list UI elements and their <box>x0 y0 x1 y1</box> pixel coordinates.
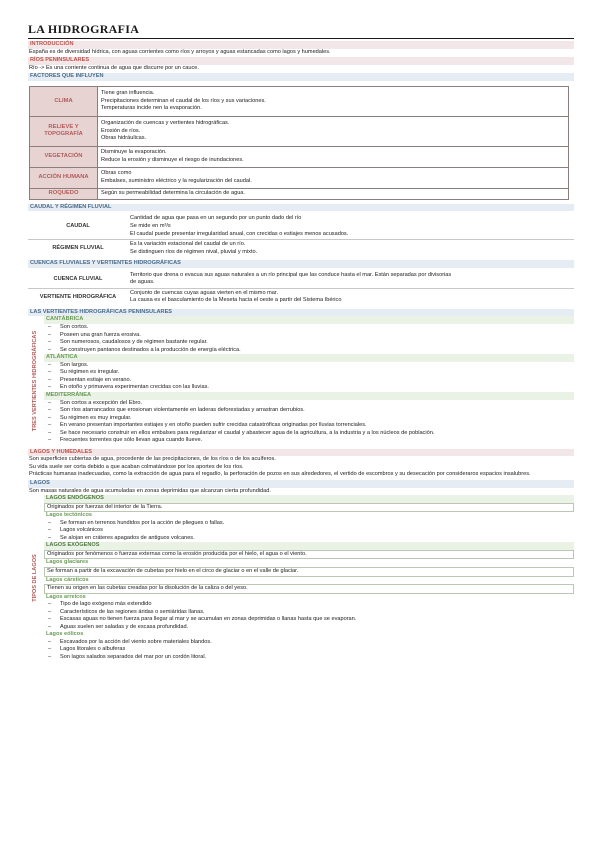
factor-line: Reduce la erosión y disminuye el riesgo de inundaciones. <box>101 156 244 163</box>
endogenos-sub: Lagos tectónicos <box>46 512 93 519</box>
def-label: CUENCA FLUVIAL <box>28 271 128 289</box>
factor-label: ROQUEDO <box>30 188 98 199</box>
cuencas-heading: CUENCAS FLUVIALES Y VERTIENTES HIDROGRÁFICAS <box>28 260 574 268</box>
def-line: Se distinguen ríos de régimen nival, pluvial y mixto. <box>130 248 258 255</box>
factor-line: Obras hidráulicas. <box>101 135 147 142</box>
vertientes-body <box>44 316 574 444</box>
list-item: – Aguas suelen ser saladas y de escasa profundidad. <box>48 624 574 632</box>
factor-line: Precipitaciones determinan el caudal de los ríos y sus variaciones. <box>101 97 266 104</box>
list-item: – Característicos de las regiones áridas o semiáridas llanas. <box>48 609 574 617</box>
factor-text <box>98 116 569 146</box>
def-row <box>28 240 574 258</box>
list-item: – Son lagos salados separados del mar por un cordón litoral. <box>48 654 574 662</box>
caudal-table <box>28 214 574 257</box>
factor-line: Embalses, suministro eléctrico y la regularización del caudal. <box>101 177 252 184</box>
document-page <box>28 21 574 662</box>
endogenos-list <box>44 520 574 543</box>
factor-line: Disminuye la evaporación. <box>101 149 167 156</box>
group-heading: MEDITERRÁNEA <box>44 392 574 400</box>
def-line: Cantidad de agua que pasa en un segundo por un punto dado del río <box>130 215 302 222</box>
factor-line: Tiene gran influencia. <box>101 90 155 97</box>
factor-line: Obras como <box>101 170 132 177</box>
factor-text <box>98 188 569 199</box>
def-label: RÉGIMEN FLUVIAL <box>52 244 104 251</box>
humedales-line: Prácticas humanas inadecuadas, como la extracción de agua para el regadío, la perforación de pozos en sus alrededores, el vertido de escombros y su desecación por consideraros espacios insalubres. <box>29 471 531 478</box>
factor-label: VEGETACIÓN <box>30 146 98 167</box>
glaciares-text: Se forman a partir de la excavación de cubetas por hielo en el circo de glaciar o en el valle de glaciar. <box>44 567 574 577</box>
humedales-line: Su vida suele ser corta debido a que acaban colmatándose por los aportes de los ríos. <box>29 463 244 470</box>
endogenos-heading: LAGOS ENDÓGENOS <box>44 495 574 503</box>
eolicos-sub: Lagos eólicos <box>46 631 84 638</box>
carsticos-sub: Lagos cársticos <box>46 576 89 583</box>
list-item: – Se hace necesario construir en ellos embalses para regularizar el caudal y abastecer agua de la agricultura, a la industria y a los núcleos de población. <box>48 430 574 438</box>
arreicos-sub: Lagos arreicos <box>46 593 86 600</box>
rios-heading: RÍOS PENINSULARES <box>28 57 574 65</box>
list-item: – Lagos litorales o albuferas <box>48 646 574 654</box>
group-list <box>44 400 574 445</box>
humedales-heading: LAGOS Y HUMEDALES <box>28 449 574 457</box>
endogenos-desc: Originados por fuerzas del interior de la Tierra. <box>44 503 574 513</box>
factor-label: CLIMA <box>30 86 98 116</box>
list-item: – En verano presentan importantes estiajes y en otoño pueden sufrir crecidas catastróficas originadas por lluvias torrenciales. <box>48 422 574 430</box>
list-item: – Poseen una gran fuerza erosiva. <box>48 332 574 340</box>
intro-heading: INTRODUCCIÓN <box>28 41 574 49</box>
cuencas-table <box>28 271 574 306</box>
list-item: – Presentan estiaje en verano. <box>48 377 574 385</box>
def-label: VERTIENTE HIDROGRÁFICA <box>39 293 117 300</box>
def-row <box>28 271 574 289</box>
caudal-heading: CAUDAL Y RÉGIMEN FLUVIAL <box>28 204 574 212</box>
list-item: – Su régimen es irregular. <box>48 369 574 377</box>
factor-text <box>98 167 569 188</box>
factor-text <box>98 146 569 167</box>
factor-line: Según su permeabilidad determina la circulación de agua. <box>101 190 245 197</box>
def-text <box>128 288 574 306</box>
def-line: Se mide en m³/s <box>130 223 171 230</box>
lagos-side-label <box>28 495 44 661</box>
factor-label: RELIEVE Y TOPOGRAFÍA <box>30 116 98 146</box>
list-item: – Tipo de lago exógeno más extendido <box>48 601 574 609</box>
list-item: – Son largos. <box>48 362 574 370</box>
list-item: – Son cortos a excepción del Ebro. <box>48 400 574 408</box>
carsticos-text: Tienen su origen en las cubetas creadas por la disolución de la caliza o del yeso. <box>44 584 574 594</box>
list-item: – Son ríos atarrancados que erosionan violentamente en laderas deforestadas y arrastran derrubios. <box>48 407 574 415</box>
def-line: El caudal puede presentar irregularidad anual, con crecidas o estiajes menos acusados. <box>130 230 349 237</box>
factor-row <box>30 146 569 167</box>
factor-row <box>30 167 569 188</box>
def-text <box>128 271 574 289</box>
exogenos-desc: Originados por fenómenos o fuerzas externas como la erosión producida por el hielo, el agua o el viento. <box>44 550 574 560</box>
humedales-line: Son superficies cubiertas de agua, procedente de las precipitaciones, de los ríos o de los acuíferos. <box>29 456 276 463</box>
lagos-side-text: TIPOS DE LAGOS <box>32 554 39 603</box>
list-item: – Son numerosos, caudalosos y de régimen bastante regular. <box>48 339 574 347</box>
eolicos-list <box>44 639 574 662</box>
def-line: Territorio que drena o evacua sus aguas naturales a un río principal que las conduce hasta el mar. Están separadas por divisorias <box>130 271 452 278</box>
vertientes-side-label <box>28 316 44 444</box>
rios-text: Río -> Es una corriente continua de agua que discurre por un cauce. <box>29 64 199 71</box>
factor-line: Temperaturas incide nen la evaporación. <box>101 105 202 112</box>
factor-row <box>30 116 569 146</box>
def-line: La causa es el basculamiento de la Meseta hacia el oeste a partir del Sistema Ibérico <box>130 297 342 304</box>
lagos-block <box>28 495 574 661</box>
factores-table <box>29 86 569 200</box>
vertientes-heading: LAS VERTIENTES HIDROGRÁFICAS PENINSULARES <box>28 309 574 317</box>
factor-text <box>98 86 569 116</box>
arreicos-list <box>44 601 574 631</box>
lagos-intro: Son masas naturales de agua acumuladas en zonas deprimidas que alcanzan cierta profundidad. <box>29 487 271 494</box>
list-item: – En otoño y primavera experimentan crecidas con las lluvias. <box>48 384 574 392</box>
factor-line: Organización de cuencas y vertientes hidrográficas. <box>101 120 230 127</box>
list-item: – Son cortos. <box>48 324 574 332</box>
list-item: – Su régimen es muy irregular. <box>48 415 574 423</box>
list-item: – Se forman en terrenos hundidos por la acción de pliegues o fallas. <box>48 520 574 528</box>
group-list <box>44 362 574 392</box>
list-item: – Lagos volcánicos <box>48 527 574 535</box>
list-item: – Se alojan en cráteres apagados de antiguos volcanes. <box>48 535 574 543</box>
factores-heading: FACTORES QUE INFLUYEN <box>28 73 574 81</box>
vertientes-block <box>28 316 574 444</box>
lagos-heading: LAGOS <box>28 480 574 488</box>
list-item: – Frecuentes torrentes que sólo llevan agua cuando llueve. <box>48 437 574 445</box>
group-heading: ATLÁNTICA <box>44 354 574 362</box>
factor-row <box>30 86 569 116</box>
factor-line: Erosión de ríos. <box>101 127 141 134</box>
lagos-body <box>44 495 574 661</box>
def-row <box>28 288 574 306</box>
def-label: CAUDAL <box>28 214 128 239</box>
page-title: LA HIDROGRAFIA <box>28 21 574 39</box>
def-text <box>128 240 574 258</box>
exogenos-heading: LAGOS EXÓGENOS <box>44 542 574 550</box>
glaciares-sub: Lagos glaciares <box>46 559 89 566</box>
list-item: – Excavados por la acción del viento sobre materiales blandos. <box>48 639 574 647</box>
def-line: Conjunto de cuencas cuyas aguas vierten en el mismo mar. <box>130 289 279 296</box>
group-heading: CANTÁBRICA <box>44 316 574 324</box>
group-list <box>44 324 574 354</box>
def-text <box>128 214 574 239</box>
def-row <box>28 214 574 239</box>
factor-label: ACCIÓN HUMANA <box>30 167 98 188</box>
def-line: de aguas. <box>130 279 155 286</box>
def-line: Es la variación estacional del caudal de un río. <box>130 241 246 248</box>
list-item: – Se construyen pantanos destinados a la producción de energía eléctrica. <box>48 347 574 355</box>
factor-row <box>30 188 569 199</box>
vertientes-side-text: TRES VERTIENTES HIDROGRÁFICAS <box>32 330 39 431</box>
list-item: – Escasas aguas no tienen fuerza para llegar al mar y se acumulan en zonas deprimidas o llanas hasta que se evaporan. <box>48 616 574 624</box>
intro-text: España es de diversidad hídrica, con aguas corrientes como ríos y arroyos y aguas estancadas como lagos y humedales. <box>29 48 331 55</box>
